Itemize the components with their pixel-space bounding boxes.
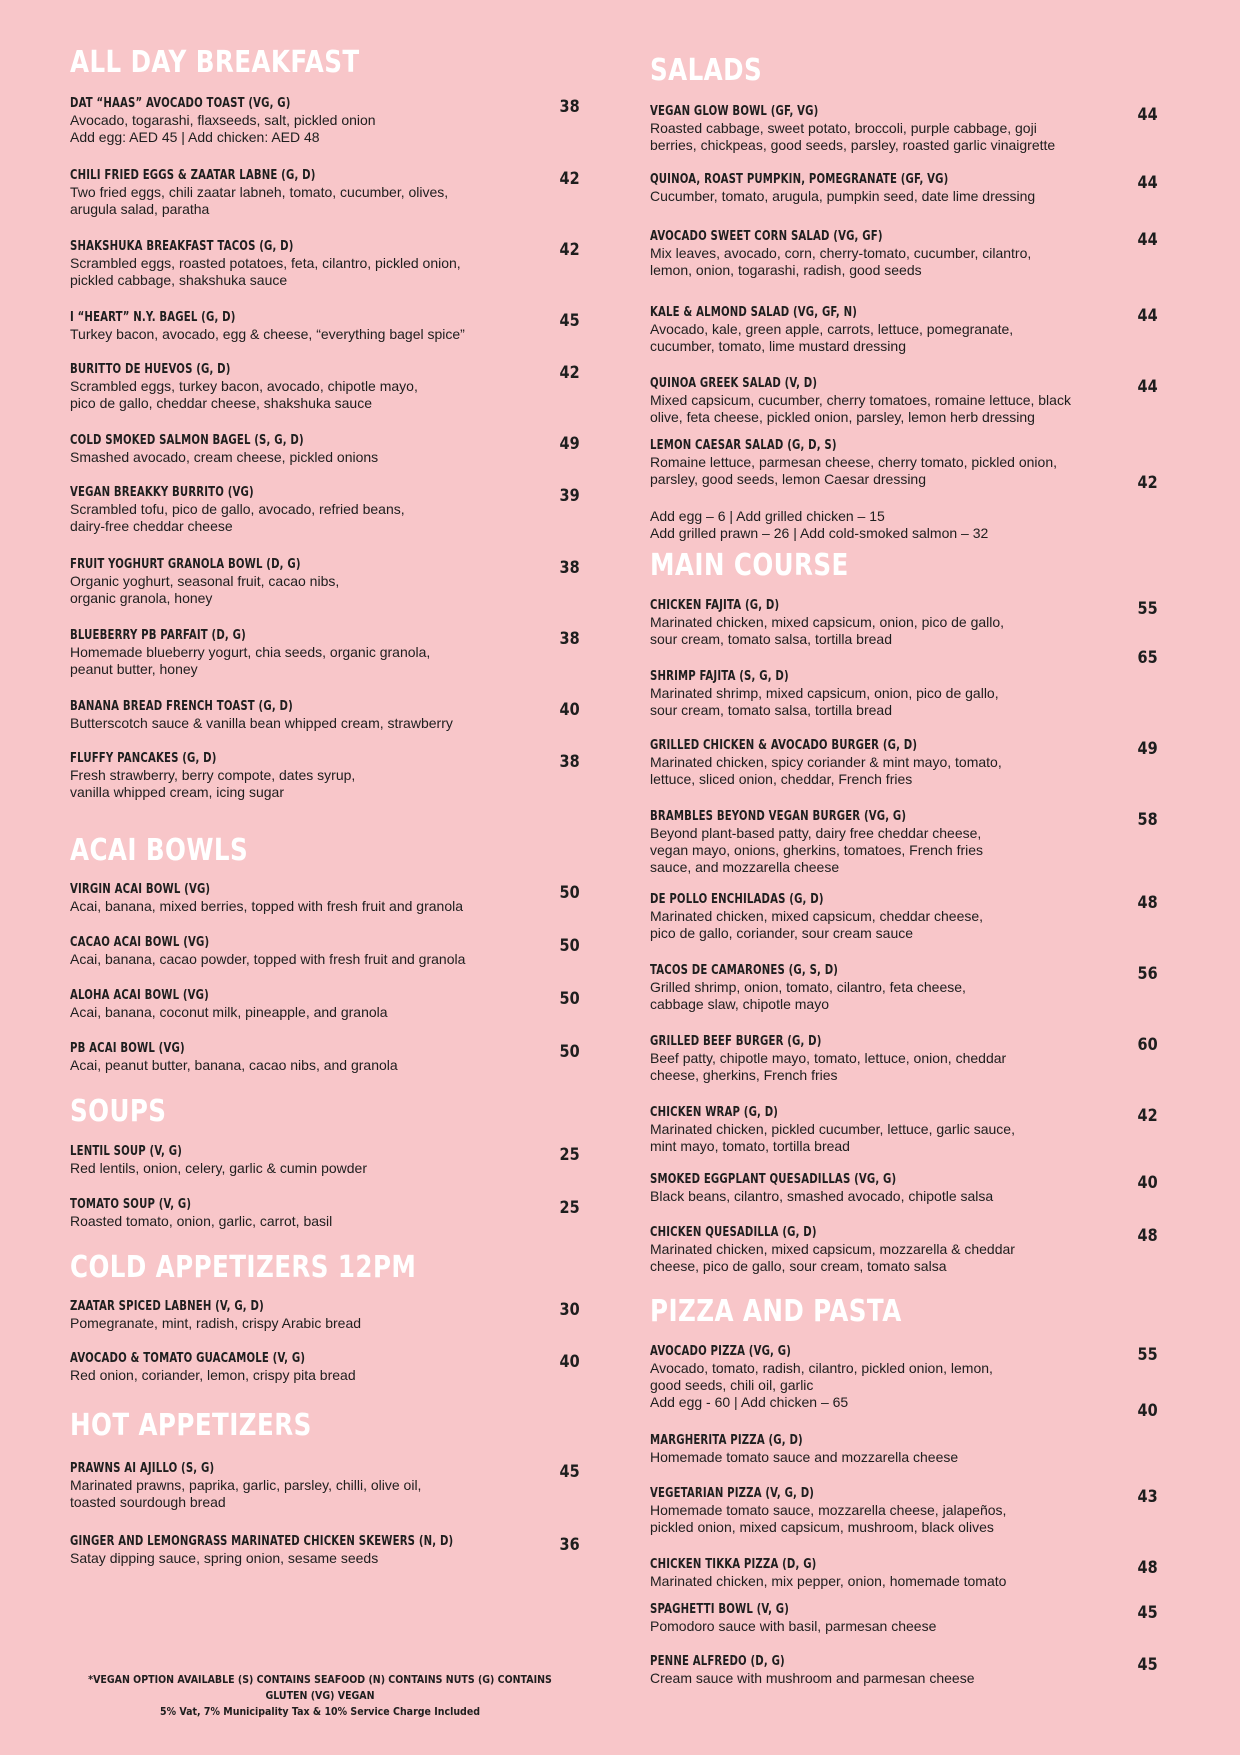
item-description: Smashed avocado, cream cheese, pickled onions [70, 449, 379, 465]
menu-item [650, 103, 1158, 154]
item-description: Avocado, togarashi, flaxseeds, salt, pickled onion Add egg: AED 45 | Add chicken: AED 48 [70, 112, 376, 145]
item-name: FLUFFY PANCAKES (G, D) [70, 751, 217, 766]
item-name: SMOKED EGGPLANT QUESADILLAS (VG, G) [650, 1172, 897, 1187]
item-price: 38 [559, 629, 580, 649]
item-name: I “HEART” N.Y. BAGEL (G, D) [70, 310, 236, 325]
item-name: SPAGHETTI BOWL (V, G) [650, 1602, 790, 1617]
item-name: PENNE ALFREDO (D, G) [650, 1654, 785, 1669]
footer [40, 1672, 600, 1720]
item-price: 45 [1137, 1655, 1158, 1675]
item-description: Red onion, coriander, lemon, crispy pita bread [70, 1367, 356, 1383]
menu-item [650, 648, 1158, 719]
menu-item [650, 1653, 1158, 1687]
item-description: Beyond plant-based patty, dairy free cheddar cheese, vegan mayo, onions, gherkins, tomatoes, French fries sauce, and mozzarella cheese [650, 825, 984, 875]
menu-item [70, 432, 580, 466]
menu-item [70, 556, 580, 607]
menu-item [650, 228, 1158, 279]
item-description: Avocado, kale, green apple, carrots, lettuce, pomegranate, cucumber, tomato, lime mustard dressing [650, 321, 1014, 354]
item-description: Marinated chicken, mixed capsicum, cheddar cheese, pico de gallo, coriander, sour cream sauce [650, 908, 984, 941]
menu-item [70, 881, 580, 915]
menu-item [650, 1601, 1158, 1635]
item-description: Scrambled eggs, turkey bacon, avocado, chipotle mayo, pico de gallo, cheddar cheese, shakshuka sauce [70, 378, 418, 411]
menu-item [70, 934, 580, 968]
item-name: TOMATO SOUP (V, G) [70, 1197, 192, 1212]
item-name: MARGHERITA PIZZA (G, D) [650, 1433, 803, 1448]
item-price: 50 [559, 1042, 580, 1062]
menu-item [650, 1401, 1158, 1466]
item-price: 45 [1137, 1603, 1158, 1623]
item-description: Acai, banana, mixed berries, topped with fresh fruit and granola [70, 898, 464, 914]
item-name: CHICKEN QUESADILLA (G, D) [650, 1225, 817, 1240]
item-description: Two fried eggs, chili zaatar labneh, tomato, cucumber, olives, arugula salad, paratha [70, 184, 449, 217]
menu-item [70, 167, 580, 218]
item-name: DAT “HAAS” AVOCADO TOAST (VG, G) [70, 96, 291, 111]
section-title: ALL DAY BREAKFAST [70, 45, 360, 80]
item-price: 65 [1137, 648, 1158, 668]
item-name: VEGETARIAN PIZZA (V, G, D) [650, 1486, 815, 1501]
menu-item [70, 484, 580, 535]
item-name: BANANA BREAD FRENCH TOAST (G, D) [70, 699, 293, 714]
item-name: GRILLED BEEF BURGER (G, D) [650, 1034, 822, 1049]
menu-item [70, 1143, 580, 1177]
item-name: CHICKEN FAJITA (G, D) [650, 598, 780, 613]
menu-item [650, 1485, 1158, 1536]
menu-item [70, 238, 580, 289]
item-price: 40 [1137, 1173, 1158, 1193]
item-name: VEGAN BREAKKY BURRITO (VG) [70, 485, 254, 500]
item-description: Marinated chicken, mixed capsicum, onion, pico de gallo, sour cream, tomato salsa, tortilla bread [650, 614, 1005, 647]
item-name: COLD SMOKED SALMON BAGEL (S, G, D) [70, 433, 304, 448]
item-price: 42 [559, 169, 580, 189]
section-title: SOUPS [70, 1094, 167, 1129]
item-price: 39 [559, 486, 580, 506]
menu-item [70, 1298, 580, 1332]
item-description: Acai, banana, coconut milk, pineapple, and granola [70, 1004, 388, 1020]
item-price: 38 [559, 558, 580, 578]
item-description: Marinated chicken, mix pepper, onion, homemade tomato [650, 1573, 1007, 1589]
item-price: 49 [1137, 739, 1158, 759]
menu-item [650, 1104, 1158, 1155]
menu-item [650, 737, 1158, 788]
item-name: PB ACAI BOWL (VG) [70, 1041, 185, 1056]
item-name: ZAATAR SPICED LABNEH (V, G, D) [70, 1299, 264, 1314]
item-name: CHICKEN WRAP (G, D) [650, 1105, 779, 1120]
item-name: LENTIL SOUP (V, G) [70, 1144, 183, 1159]
item-price: 50 [559, 936, 580, 956]
item-name: PRAWNS AI AJILLO (S, G) [70, 1461, 215, 1476]
item-description: Grilled shrimp, onion, tomato, cilantro, feta cheese, cabbage slaw, chipotle mayo [650, 979, 966, 1012]
item-description: Cucumber, tomato, arugula, pumpkin seed, date lime dressing [650, 188, 1036, 204]
addons-note: Add egg – 6 | Add grilled chicken – 15 Add grilled prawn – 26 | Add cold-smoked salmon – 32 [650, 508, 989, 541]
item-name: VEGAN GLOW BOWL (GF, VG) [650, 104, 819, 119]
item-description: Romaine lettuce, parmesan cheese, cherry tomato, pickled onion, parsley, good seeds, lemon Caesar dressing [650, 454, 1057, 487]
item-price: 44 [1137, 377, 1158, 397]
item-name: DE POLLO ENCHILADAS (G, D) [650, 892, 824, 907]
menu-item [70, 1196, 580, 1230]
menu-item [70, 1460, 580, 1511]
menu-item [650, 962, 1158, 1013]
item-description: Mixed capsicum, cucumber, cherry tomatoes, romaine lettuce, black olive, feta cheese, pickled onion, parsley, lemon herb dressing [650, 392, 1071, 425]
section-title: ACAI BOWLS [70, 833, 249, 868]
item-price: 48 [1137, 893, 1158, 913]
item-price: 25 [559, 1145, 580, 1165]
item-description: Marinated shrimp, mixed capsicum, onion, pico de gallo, sour cream, tomato salsa, tortilla bread [650, 685, 999, 718]
item-description: Roasted cabbage, sweet potato, broccoli, purple cabbage, goji berries, chickpeas, good seeds, parsley, roasted garlic vinaigrette [650, 120, 1056, 153]
menu-item [650, 1556, 1158, 1590]
item-price: 43 [1137, 1487, 1158, 1507]
item-price: 42 [559, 363, 580, 383]
item-price: 38 [559, 97, 580, 117]
item-price: 42 [1137, 1106, 1158, 1126]
menu-item [650, 437, 1158, 493]
item-price: 40 [1137, 1401, 1158, 1421]
menu-item [70, 698, 580, 732]
item-description: Marinated prawns, paprika, garlic, parsley, chilli, olive oil, toasted sourdough bread [70, 1477, 422, 1510]
menu-item [70, 987, 580, 1021]
item-name: BURITTO DE HUEVOS (G, D) [70, 362, 231, 377]
item-description: Beef patty, chipotle mayo, tomato, lettuce, onion, cheddar cheese, gherkins, French fries [650, 1050, 1007, 1083]
item-description: Turkey bacon, avocado, egg & cheese, “everything bagel spice” [70, 326, 465, 342]
menu-item [70, 750, 580, 801]
item-description: Fresh strawberry, berry compote, dates syrup, vanilla whipped cream, icing sugar [70, 767, 356, 800]
item-description: Mix leaves, avocado, corn, cherry-tomato, cucumber, cilantro, lemon, onion, togarashi, radish, good seeds [650, 245, 1032, 278]
item-price: 48 [1137, 1226, 1158, 1246]
item-description: Pomegranate, mint, radish, crispy Arabic bread [70, 1315, 362, 1331]
menu-item [650, 1343, 1158, 1411]
menu-item [650, 808, 1158, 876]
item-description: Pomodoro sauce with basil, parmesan cheese [650, 1618, 937, 1634]
item-description: Homemade tomato sauce, mozzarella cheese, jalapeños, pickled onion, mixed capsicum, mushroom, black olives [650, 1502, 1007, 1535]
item-name: ALOHA ACAI BOWL (VG) [70, 988, 209, 1003]
item-price: 44 [1137, 173, 1158, 193]
item-price: 42 [559, 240, 580, 260]
item-price: 25 [559, 1198, 580, 1218]
item-description: Cream sauce with mushroom and parmesan cheese [650, 1670, 975, 1686]
menu-item [70, 361, 580, 412]
item-description: Scrambled tofu, pico de gallo, avocado, refried beans, dairy-free cheddar cheese [70, 501, 405, 534]
item-description: Roasted tomato, onion, garlic, carrot, basil [70, 1213, 333, 1229]
item-description: Homemade blueberry yogurt, chia seeds, organic granola, peanut butter, honey [70, 644, 431, 677]
item-price: 50 [559, 883, 580, 903]
item-price: 38 [559, 752, 580, 772]
item-description: Homemade tomato sauce and mozzarella cheese [650, 1449, 959, 1465]
item-price: 44 [1137, 230, 1158, 250]
item-name: QUINOA GREEK SALAD (V, D) [650, 376, 818, 391]
menu-item [650, 1033, 1158, 1084]
item-price: 42 [1137, 473, 1158, 493]
menu-item [70, 1533, 580, 1567]
item-name: AVOCADO SWEET CORN SALAD (VG, GF) [650, 229, 883, 244]
item-description: Satay dipping sauce, spring onion, sesame seeds [70, 1550, 379, 1566]
menu-item [70, 1350, 580, 1384]
item-name: AVOCADO PIZZA (VG, G) [650, 1344, 792, 1359]
item-name: BRAMBLES BEYOND VEGAN BURGER (VG, G) [650, 809, 907, 824]
item-price: 48 [1137, 1558, 1158, 1578]
item-price: 56 [1137, 964, 1158, 984]
item-price: 40 [559, 700, 580, 720]
item-description: Red lentils, onion, celery, garlic & cumin powder [70, 1160, 367, 1176]
menu-item [70, 1040, 580, 1074]
section-title: MAIN COURSE [650, 548, 849, 583]
item-name: BLUEBERRY PB PARFAIT (D, G) [70, 628, 246, 643]
section-title: HOT APPETIZERS [70, 1408, 312, 1443]
item-description: Avocado, tomato, radish, cilantro, pickled onion, lemon, good seeds, chili oil, garlic Add egg - 60 | Add chicken – 65 [650, 1360, 993, 1410]
menu-item [650, 597, 1158, 648]
item-name: TACOS DE CAMARONES (G, S, D) [650, 963, 839, 978]
item-description: Black beans, cilantro, smashed avocado, chipotle salsa [650, 1188, 994, 1204]
menu-item [650, 375, 1158, 426]
menu-item [70, 309, 580, 343]
item-name: GINGER AND LEMONGRASS MARINATED CHICKEN SKEWERS (N, D) [70, 1534, 454, 1549]
section-title: COLD APPETIZERS 12PM [70, 1250, 417, 1285]
item-price: 60 [1137, 1035, 1158, 1055]
menu-item [650, 1171, 1158, 1205]
section-title: PIZZA AND PASTA [650, 1294, 902, 1329]
menu-item [650, 304, 1158, 355]
tax-note: 5% Vat, 7% Municipality Tax & 10% Service Charge Included [159, 1705, 481, 1718]
item-price: 55 [1137, 599, 1158, 619]
item-price: 45 [559, 311, 580, 331]
menu-item [70, 627, 580, 678]
item-description: Marinated chicken, mixed capsicum, mozzarella & cheddar cheese, pico de gallo, sour cream, tomato salsa [650, 1241, 1015, 1274]
item-name: CHICKEN TIKKA PIZZA (D, G) [650, 1557, 817, 1572]
item-name: SHAKSHUKA BREAKFAST TACOS (G, D) [70, 239, 294, 254]
item-description: Marinated chicken, pickled cucumber, lettuce, garlic sauce, mint mayo, tomato, tortilla bread [650, 1121, 1015, 1154]
item-price: 44 [1137, 105, 1158, 125]
item-description: Marinated chicken, spicy coriander & mint mayo, tomato, lettuce, sliced onion, cheddar, French fries [650, 754, 1002, 787]
item-description: Scrambled eggs, roasted potatoes, feta, cilantro, pickled onion, pickled cabbage, shakshuka sauce [70, 255, 461, 288]
section-title: SALADS [650, 53, 763, 88]
item-name: VIRGIN ACAI BOWL (VG) [70, 882, 211, 897]
item-name: FRUIT YOGHURT GRANOLA BOWL (D, G) [70, 557, 301, 572]
item-name: LEMON CAESAR SALAD (G, D, S) [650, 438, 837, 453]
menu-item [650, 171, 1158, 205]
item-name: SHRIMP FAJITA (S, G, D) [650, 669, 789, 684]
item-description: Acai, banana, cacao powder, topped with fresh fruit and granola [70, 951, 466, 967]
item-price: 44 [1137, 306, 1158, 326]
item-description: Butterscotch sauce & vanilla bean whipped cream, strawberry [70, 715, 453, 731]
menu-item [650, 891, 1158, 942]
menu-item [650, 1224, 1158, 1275]
menu-item [70, 95, 580, 146]
item-name: AVOCADO & TOMATO GUACAMOLE (V, G) [70, 1351, 306, 1366]
item-name: GRILLED CHICKEN & AVOCADO BURGER (G, D) [650, 738, 918, 753]
allergen-legend: *VEGAN OPTION AVAILABLE (S) CONTAINS SEAFOOD (N) CONTAINS NUTS (G) CONTAINS GLUTEN (VG) VEGAN [88, 1673, 552, 1702]
item-price: 55 [1137, 1345, 1158, 1365]
item-price: 58 [1137, 810, 1158, 830]
item-name: KALE & ALMOND SALAD (VG, GF, N) [650, 305, 858, 320]
item-name: CHILI FRIED EGGS & ZAATAR LABNE (G, D) [70, 168, 316, 183]
item-name: QUINOA, ROAST PUMPKIN, POMEGRANATE (GF, VG) [650, 172, 949, 187]
item-price: 40 [559, 1352, 580, 1372]
item-price: 36 [559, 1535, 580, 1555]
item-price: 50 [559, 989, 580, 1009]
item-price: 49 [559, 434, 580, 454]
item-name: CACAO ACAI BOWL (VG) [70, 935, 210, 950]
item-description: Acai, peanut butter, banana, cacao nibs, and granola [70, 1057, 398, 1073]
item-description: Organic yoghurt, seasonal fruit, cacao nibs, organic granola, honey [70, 573, 340, 606]
item-price: 30 [559, 1300, 580, 1320]
item-price: 45 [559, 1462, 580, 1482]
